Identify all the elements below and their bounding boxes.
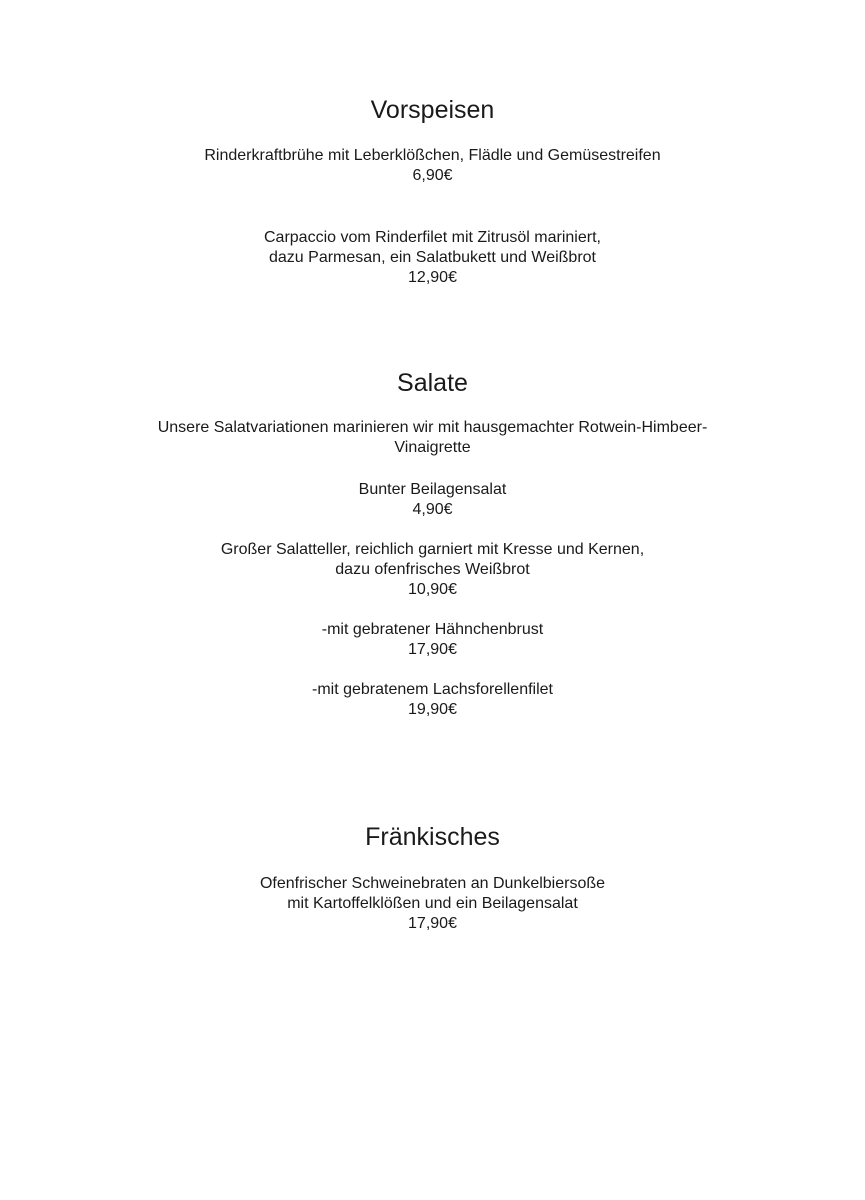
item-price: 4,90€ [412, 501, 453, 518]
menu-item-bunter-beilagensalat [0, 480, 865, 520]
item-description: Rinderkraftbrühe mit Leberklößchen, Flädle und Gemüsestreifen [204, 147, 661, 164]
menu-item-haehnchenbrust [0, 620, 865, 660]
intro-text: Unsere Salatvariationen marinieren wir mit hausgemachter Rotwein-Himbeer- [157, 419, 708, 436]
item-description: Großer Salatteller, reichlich garniert mit Kresse und Kernen, [220, 541, 645, 558]
item-description: dazu Parmesan, ein Salatbukett und Weißbrot [269, 249, 596, 266]
item-description: Bunter Beilagensalat [358, 481, 507, 498]
section-heading-vorspeisen [0, 95, 865, 125]
menu-item-carpaccio [0, 228, 865, 288]
section-heading-salate [0, 368, 865, 398]
menu-item-grosser-salatteller [0, 540, 865, 600]
salate-intro [0, 418, 865, 458]
intro-text: Vinaigrette [394, 439, 471, 456]
item-description: Carpaccio vom Rinderfilet mit Zitrusöl mariniert, [264, 229, 601, 246]
item-description: -mit gebratenem Lachsforellenfilet [311, 681, 553, 698]
section-title: Fränkisches [365, 823, 500, 851]
menu-item-lachsforellenfilet [0, 680, 865, 720]
section-heading-fraenkisches [0, 822, 865, 852]
item-description: Ofenfrischer Schweinebraten an Dunkelbiersoße [259, 875, 606, 892]
item-price: 19,90€ [408, 701, 457, 718]
menu-item-rinderkraftbruehe [0, 146, 865, 186]
item-price: 17,90€ [408, 915, 457, 932]
menu-item-schweinebraten [0, 874, 865, 934]
item-description: mit Kartoffelklößen und ein Beilagensalat [287, 895, 578, 912]
item-price: 12,90€ [408, 269, 457, 286]
item-description: -mit gebratener Hähnchenbrust [321, 621, 544, 638]
item-price: 6,90€ [412, 167, 453, 184]
item-price: 17,90€ [408, 641, 457, 658]
item-description: dazu ofenfrisches Weißbrot [335, 561, 530, 578]
section-title: Vorspeisen [370, 96, 495, 124]
section-title: Salate [397, 369, 468, 397]
item-price: 10,90€ [408, 581, 457, 598]
